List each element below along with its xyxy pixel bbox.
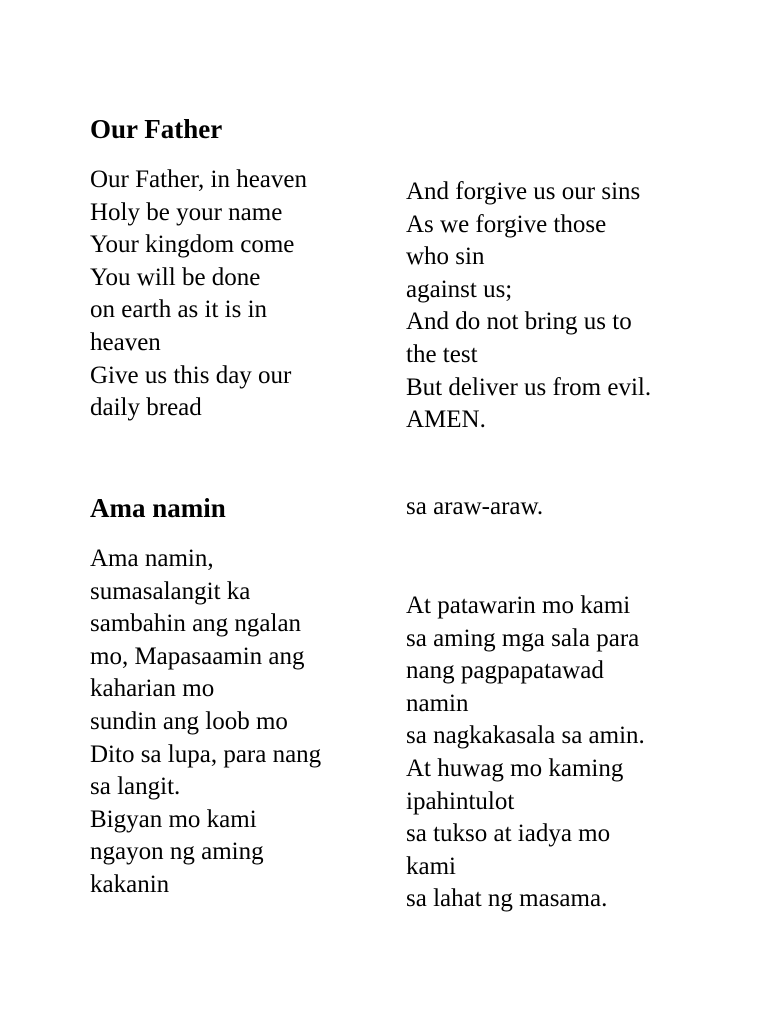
verse-line: heaven	[90, 328, 161, 356]
verse-line: sa lahat ng masama.	[406, 885, 608, 913]
verse-line: Bigyan mo kami	[90, 805, 257, 833]
prayer-title-our-father: Our Father	[90, 114, 223, 144]
verse-line: ipahintulot	[406, 787, 515, 815]
verse-line: who sin	[406, 243, 485, 271]
our-father-left-column	[90, 164, 307, 425]
verse-line: You will be done	[90, 263, 261, 291]
ama-namin-right-column	[406, 590, 645, 916]
verse-line: Your kingdom come	[90, 231, 295, 259]
verse-line: sa langit.	[90, 773, 181, 801]
verse-line: kami	[406, 852, 456, 880]
verse-line: And forgive us our sins	[406, 178, 641, 205]
verse-line: At patawarin mo kami	[406, 592, 631, 619]
verse-line: AMEN.	[406, 406, 486, 434]
ama-namin-right-top-line	[406, 491, 543, 524]
verse-line: As we forgive those	[406, 210, 607, 238]
verse-line: sa nagkakasala sa amin.	[406, 722, 645, 750]
verse-line: kaharian mo	[90, 675, 215, 703]
verse-line: nang pagpapatawad	[406, 657, 604, 685]
ama-namin-left-column	[90, 543, 321, 902]
verse-line: kakanin	[90, 870, 170, 898]
verse-line: sa aming mga sala para	[406, 624, 640, 652]
verse-line: Ama namin,	[90, 545, 214, 572]
verse-line: sa araw-araw.	[406, 493, 544, 520]
verse-line: And do not bring us to	[406, 308, 632, 336]
verse-line: ngayon ng aming	[90, 838, 264, 866]
verse-line: sa tukso at iadya mo	[406, 820, 611, 848]
verse-line: the test	[406, 340, 478, 368]
verse-line: Dito sa lupa, para nang	[90, 740, 322, 768]
verse-line: against us;	[406, 275, 513, 303]
prayer-title-ama-namin: Ama namin	[90, 493, 226, 523]
verse-line: At huwag mo kaming	[406, 754, 624, 782]
verse-line: Our Father, in heaven	[90, 166, 307, 193]
verse-line: on earth as it is in	[90, 296, 268, 324]
verse-line: sambahin ang ngalan	[90, 610, 302, 638]
our-father-right-column	[406, 176, 651, 437]
verse-line: Holy be your name	[90, 198, 283, 226]
verse-line: mo, Mapasaamin ang	[90, 642, 305, 670]
verse-line: daily bread	[90, 394, 202, 422]
verse-line: namin	[406, 689, 469, 717]
verse-line: Give us this day our	[90, 361, 292, 389]
verse-line: sumasalangit ka	[90, 577, 251, 605]
verse-line: But deliver us from evil.	[406, 373, 652, 401]
verse-line: sundin ang loob mo	[90, 707, 288, 735]
